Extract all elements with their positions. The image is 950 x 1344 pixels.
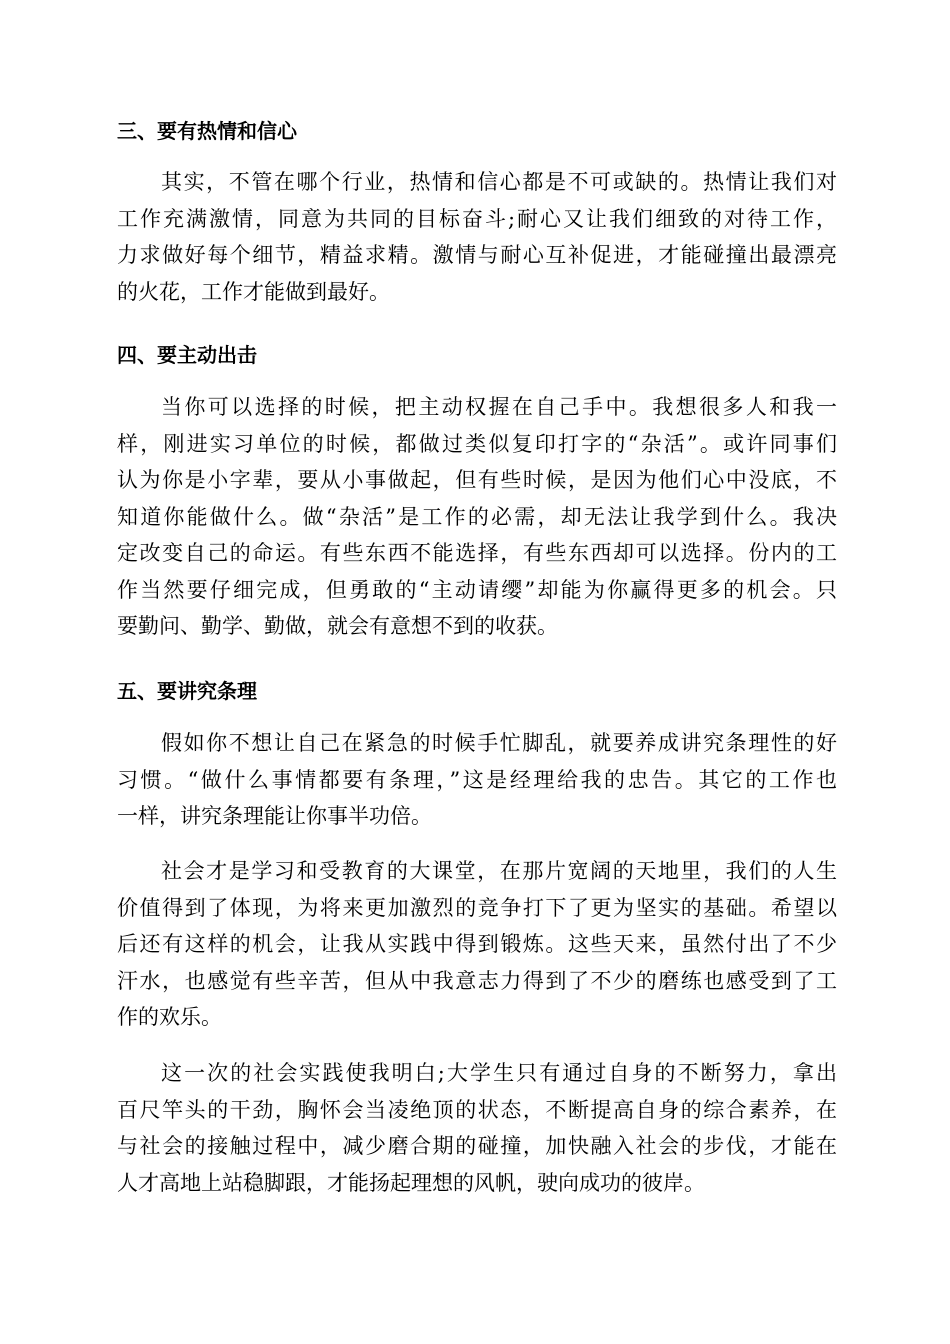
paragraph-passion-confidence xyxy=(117,164,837,310)
section-heading-5: 五、要讲究条理 xyxy=(117,679,257,703)
text-line: 的火花，工作才能做到最好。 xyxy=(117,279,390,304)
text-line: 百尺竿头的干劲，胸怀会当凌绝顶的状态，不断提高自身的综合素养，在 xyxy=(117,1097,837,1122)
section-heading-3: 三、要有热情和信心 xyxy=(117,119,297,143)
text-line: 这一次的社会实践使我明白;大学生只有通过自身的不断努力，拿出 xyxy=(161,1061,837,1085)
text-line: 社会才是学习和受教育的大课堂，在那片宽阔的天地里，我们的人生 xyxy=(161,859,837,883)
text-line: 样，刚进实习单位的时候，都做过类似复印打字的“杂活”。或许同事们 xyxy=(117,431,837,456)
section-heading-4: 四、要主动出击 xyxy=(117,343,257,367)
text-line: 价值得到了体现，为将来更加激烈的竞争打下了更为坚实的基础。希望以 xyxy=(117,895,837,920)
text-line: 知道你能做什么。做“杂活”是工作的必需，却无法让我学到什么。我决 xyxy=(117,504,837,529)
text-line: 要勤问、勤学、勤做，就会有意想不到的收获。 xyxy=(117,614,558,638)
text-line: 定改变自己的命运。有些东西不能选择，有些东西却可以选择。份内的工 xyxy=(117,541,837,565)
text-line: 作的欢乐。 xyxy=(117,1005,222,1029)
paragraph-take-initiative xyxy=(117,389,837,645)
text-line: 假如你不想让自己在紧急的时候手忙脚乱，就要养成讲究条理性的好 xyxy=(161,731,837,755)
paragraph-society-classroom xyxy=(117,853,837,1036)
text-line: 工作充满激情，同意为共同的目标奋斗;耐心又让我们细致的对待工作， xyxy=(117,206,837,231)
text-line: 作当然要仔细完成，但勇敢的“主动请缨”却能为你赢得更多的机会。只 xyxy=(117,577,837,602)
text-line: 与社会的接触过程中，减少磨合期的碰撞，加快融入社会的步伐，才能在 xyxy=(117,1134,837,1158)
text-line: 其实，不管在哪个行业，热情和信心都是不可或缺的。热情让我们对 xyxy=(161,170,837,194)
text-line: 认为你是小字辈，要从小事做起，但有些时候，是因为他们心中没底，不 xyxy=(117,468,837,492)
paragraph-conclusion xyxy=(117,1055,837,1201)
text-line: 当你可以选择的时候，把主动权握在自己手中。我想很多人和我一 xyxy=(161,395,837,419)
text-line: 力求做好每个细节，精益求精。激情与耐心互补促进，才能碰撞出最漂亮 xyxy=(117,243,837,267)
text-line: 汗水，也感觉有些辛苦，但从中我意志力得到了不少的磨练也感受到了工 xyxy=(117,968,837,993)
text-line: 一样，讲究条理能让你事半功倍。 xyxy=(117,804,432,828)
paragraph-be-organized xyxy=(117,725,837,835)
text-line: 后还有这样的机会，让我从实践中得到锻炼。这些天来，虽然付出了不少 xyxy=(117,932,837,956)
text-line: 习惯。“做什么事情都要有条理，”这是经理给我的忠告。其它的工作也 xyxy=(117,767,837,792)
text-line: 人才高地上站稳脚跟，才能扬起理想的风帆，驶向成功的彼岸。 xyxy=(117,1170,705,1195)
